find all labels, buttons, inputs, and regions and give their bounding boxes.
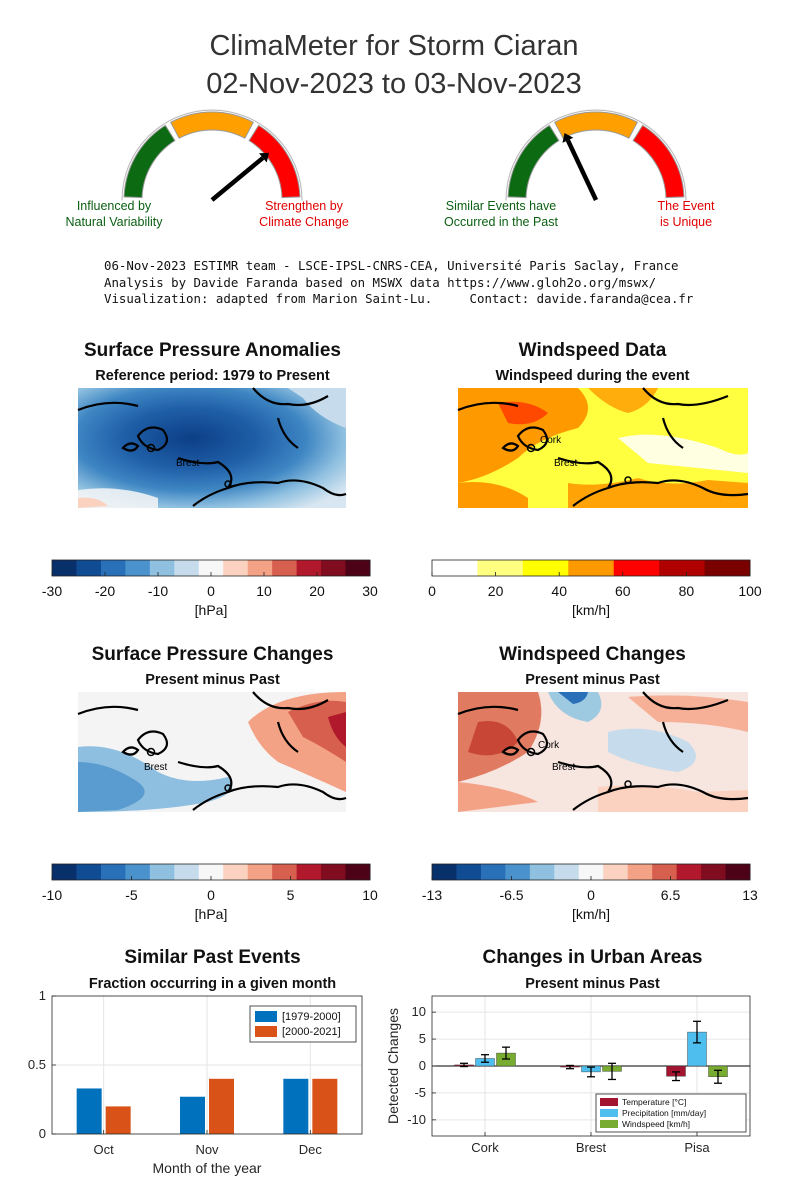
map3-title: Surface Pressure Changes	[91, 644, 334, 665]
gauge-segment-green	[508, 125, 559, 197]
colorbar-cell	[321, 560, 346, 576]
colorbar-cell	[101, 864, 126, 880]
bar-oct-series0	[77, 1088, 102, 1134]
colorbar-cell	[52, 864, 77, 880]
colorbar-cell	[432, 864, 457, 880]
colorbar-cell	[652, 864, 677, 880]
map4-city-cork: Cork	[538, 740, 560, 751]
x-tick-label-nov: Nov	[195, 1142, 219, 1157]
chart-urban-changes	[382, 990, 762, 1165]
colorbar-cell	[481, 864, 506, 880]
colorbar-unit-label: [hPa]	[194, 602, 228, 618]
credits	[104, 258, 693, 308]
x-tick-label-pisa: Pisa	[684, 1140, 710, 1155]
colorbar-cell	[523, 560, 569, 576]
colorbar-cell	[432, 560, 478, 576]
chart1-title: Similar Past Events	[124, 947, 301, 968]
gauge-needle	[212, 158, 263, 200]
colorbar-unit-label: [hPa]	[194, 906, 228, 922]
colorbar-cell	[272, 560, 297, 576]
map-windspeed-changes	[458, 692, 748, 812]
colorbar-cell	[726, 864, 751, 880]
credits-line2: Analysis by Davide Faranda based on MSWX data https://www.gloh2o.org/mswx/	[104, 274, 657, 290]
colorbar-tick-label: 20	[309, 583, 325, 599]
colorbar-cell	[52, 560, 77, 576]
legend-swatch-0	[600, 1098, 618, 1106]
legend-label-0: [1979-2000]	[282, 1011, 341, 1023]
map-windspeed-data	[458, 388, 748, 508]
colorbar-cell	[223, 560, 248, 576]
colorbar-cell	[248, 560, 273, 576]
colorbar-tick-label: -13	[421, 887, 443, 903]
legend-label-1: Precipitation [mm/day]	[622, 1108, 707, 1118]
colorbar-unit-label: [km/h]	[571, 906, 611, 922]
colorbar-cell	[125, 864, 150, 880]
colorbar-cell	[568, 560, 614, 576]
colorbar-tick-label: 13	[742, 887, 758, 903]
colorbar-tick-label: -10	[147, 583, 169, 599]
x-axis-label: Month of the year	[152, 1160, 262, 1176]
colorbar-cell	[505, 864, 530, 880]
colorbar-cell	[321, 864, 346, 880]
colorbar-pressure-changes	[40, 862, 390, 926]
colorbar-cell	[477, 560, 523, 576]
colorbar-pressure-anomalies	[40, 558, 390, 622]
legend-label-1: [2000-2021]	[282, 1026, 341, 1038]
map2-city-cork: Cork	[540, 435, 562, 446]
map2-title: Windspeed Data	[518, 340, 667, 361]
colorbar-tick-label: -5	[125, 887, 138, 903]
y-tick-label: 10	[411, 1004, 426, 1020]
colorbar-cell	[603, 864, 628, 880]
colorbar-tick-label: -30	[41, 583, 63, 599]
colorbar-cell	[150, 560, 175, 576]
colorbar-tick-label: 100	[738, 583, 762, 599]
colorbar-cell	[346, 864, 371, 880]
gauge-segment-green	[124, 125, 175, 197]
chart-similar-past-events	[27, 988, 370, 1180]
colorbar-cell	[76, 864, 101, 880]
credits-line3: Visualization: adapted from Marion Saint-Lu. Contact: davide.faranda@cea.fr	[104, 291, 694, 306]
gauge-segment-orange	[555, 112, 638, 138]
bar-nov-series1	[209, 1079, 234, 1134]
colorbar-cell	[125, 560, 150, 576]
colorbar-tick-label: 0	[207, 887, 215, 903]
colorbar-cell	[701, 864, 726, 880]
colorbar-cell	[346, 560, 371, 576]
legend-swatch-2	[600, 1120, 618, 1128]
colorbar-tick-label: -10	[41, 887, 63, 903]
colorbar-cell	[248, 864, 273, 880]
colorbar-cell	[456, 864, 481, 880]
colorbar-cell	[174, 864, 199, 880]
colorbar-tick-label: 0	[587, 887, 595, 903]
y-tick-label: 0	[38, 1126, 46, 1141]
gauge-needle	[568, 140, 596, 200]
main-title-line1: ClimaMeter for Storm Ciaran	[209, 30, 579, 62]
colorbar-cell	[677, 864, 702, 880]
bar-nov-series0	[180, 1097, 205, 1134]
y-tick-label: 0	[418, 1058, 426, 1073]
colorbar-windspeed-changes	[420, 862, 770, 926]
map3-subtitle: Present minus Past	[145, 672, 280, 688]
colorbar-tick-label: -20	[94, 583, 116, 599]
map4-title: Windspeed Changes	[499, 644, 686, 665]
chart2-subtitle: Present minus Past	[525, 976, 660, 992]
map4-subtitle: Present minus Past	[525, 672, 660, 688]
map1-title: Surface Pressure Anomalies	[84, 340, 341, 361]
colorbar-cell	[628, 864, 653, 880]
bar-dec-series1	[312, 1079, 337, 1134]
y-tick-label: 5	[418, 1031, 426, 1047]
map-pressure-changes	[78, 692, 346, 812]
colorbar-cell	[297, 560, 322, 576]
legend-swatch-0	[255, 1011, 277, 1022]
colorbar-cell	[223, 864, 248, 880]
gauge-right-label-past: Similar Events have Occurred in the Past	[444, 199, 558, 229]
x-tick-label-dec: Dec	[298, 1142, 322, 1157]
colorbar-cell	[150, 864, 175, 880]
legend-swatch-1	[255, 1026, 277, 1037]
y-tick-label: 0.5	[27, 1057, 46, 1072]
map1-subtitle: Reference period: 1979 to Present	[95, 368, 330, 384]
y-axis-label: Detected Changes	[385, 1008, 401, 1124]
x-tick-label-brest: Brest	[575, 1140, 607, 1155]
legend-swatch-1	[600, 1109, 618, 1117]
gauge-right	[496, 108, 696, 204]
bar-oct-series1	[106, 1106, 131, 1134]
colorbar-tick-label: 80	[678, 583, 695, 599]
gauge-segment-orange	[171, 112, 254, 138]
map-pressure-anomalies	[78, 388, 346, 508]
colorbar-tick-label: -6.5	[499, 887, 524, 903]
colorbar-tick-label: 0	[207, 583, 215, 599]
colorbar-cell	[530, 864, 555, 880]
gauge-left	[112, 108, 312, 204]
y-tick-label: -5	[414, 1084, 426, 1100]
colorbar-tick-label: 20	[487, 583, 504, 599]
chart1-subtitle: Fraction occurring in a given month	[88, 976, 337, 992]
gauge-right-label-unique: The Event is Unique	[657, 199, 715, 229]
colorbar-cell	[554, 864, 579, 880]
map4-city-brest: Brest	[552, 762, 576, 773]
colorbar-tick-label: 10	[362, 887, 378, 903]
gauge-segment-red	[633, 125, 684, 197]
colorbar-unit-label: [km/h]	[571, 602, 611, 618]
credits-line1: 06-Nov-2023 ESTIMR team - LSCE-IPSL-CNRS-CEA, Université Paris Saclay, France	[104, 258, 679, 273]
colorbar-windspeed	[420, 558, 770, 622]
x-tick-label-cork: Cork	[471, 1140, 499, 1155]
gauge-left-label-climate: Strengthen by Climate Change	[259, 199, 349, 229]
colorbar-tick-label: 10	[256, 583, 272, 599]
map1-city-brest: Brest	[176, 458, 200, 469]
colorbar-tick-label: 0	[428, 583, 436, 599]
colorbar-tick-label: 40	[551, 583, 567, 599]
main-title-line2: 02-Nov-2023 to 03-Nov-2023	[206, 68, 582, 100]
colorbar-cell	[76, 560, 101, 576]
chart2-title: Changes in Urban Areas	[482, 947, 703, 968]
legend-label-0: Temperature [°C]	[622, 1097, 687, 1107]
colorbar-tick-label: 60	[615, 583, 631, 599]
gauge-left-label-natural: Influenced by Natural Variability	[65, 199, 163, 229]
x-tick-label-oct: Oct	[93, 1142, 114, 1157]
colorbar-cell	[705, 560, 751, 576]
y-tick-label: 1	[38, 988, 46, 1003]
colorbar-cell	[614, 560, 660, 576]
map3-city-brest: Brest	[144, 762, 168, 773]
colorbar-cell	[272, 864, 297, 880]
colorbar-tick-label: 30	[362, 583, 378, 599]
legend-label-2: Windspeed [km/h]	[622, 1119, 691, 1129]
map2-subtitle: Windspeed during the event	[495, 368, 690, 384]
colorbar-cell	[659, 560, 705, 576]
colorbar-tick-label: 6.5	[660, 887, 681, 903]
y-tick-label: -10	[407, 1111, 426, 1127]
map2-city-brest: Brest	[554, 458, 578, 469]
colorbar-cell	[297, 864, 322, 880]
bar-dec-series0	[283, 1079, 308, 1134]
colorbar-tick-label: 5	[286, 887, 295, 903]
colorbar-cell	[174, 560, 199, 576]
